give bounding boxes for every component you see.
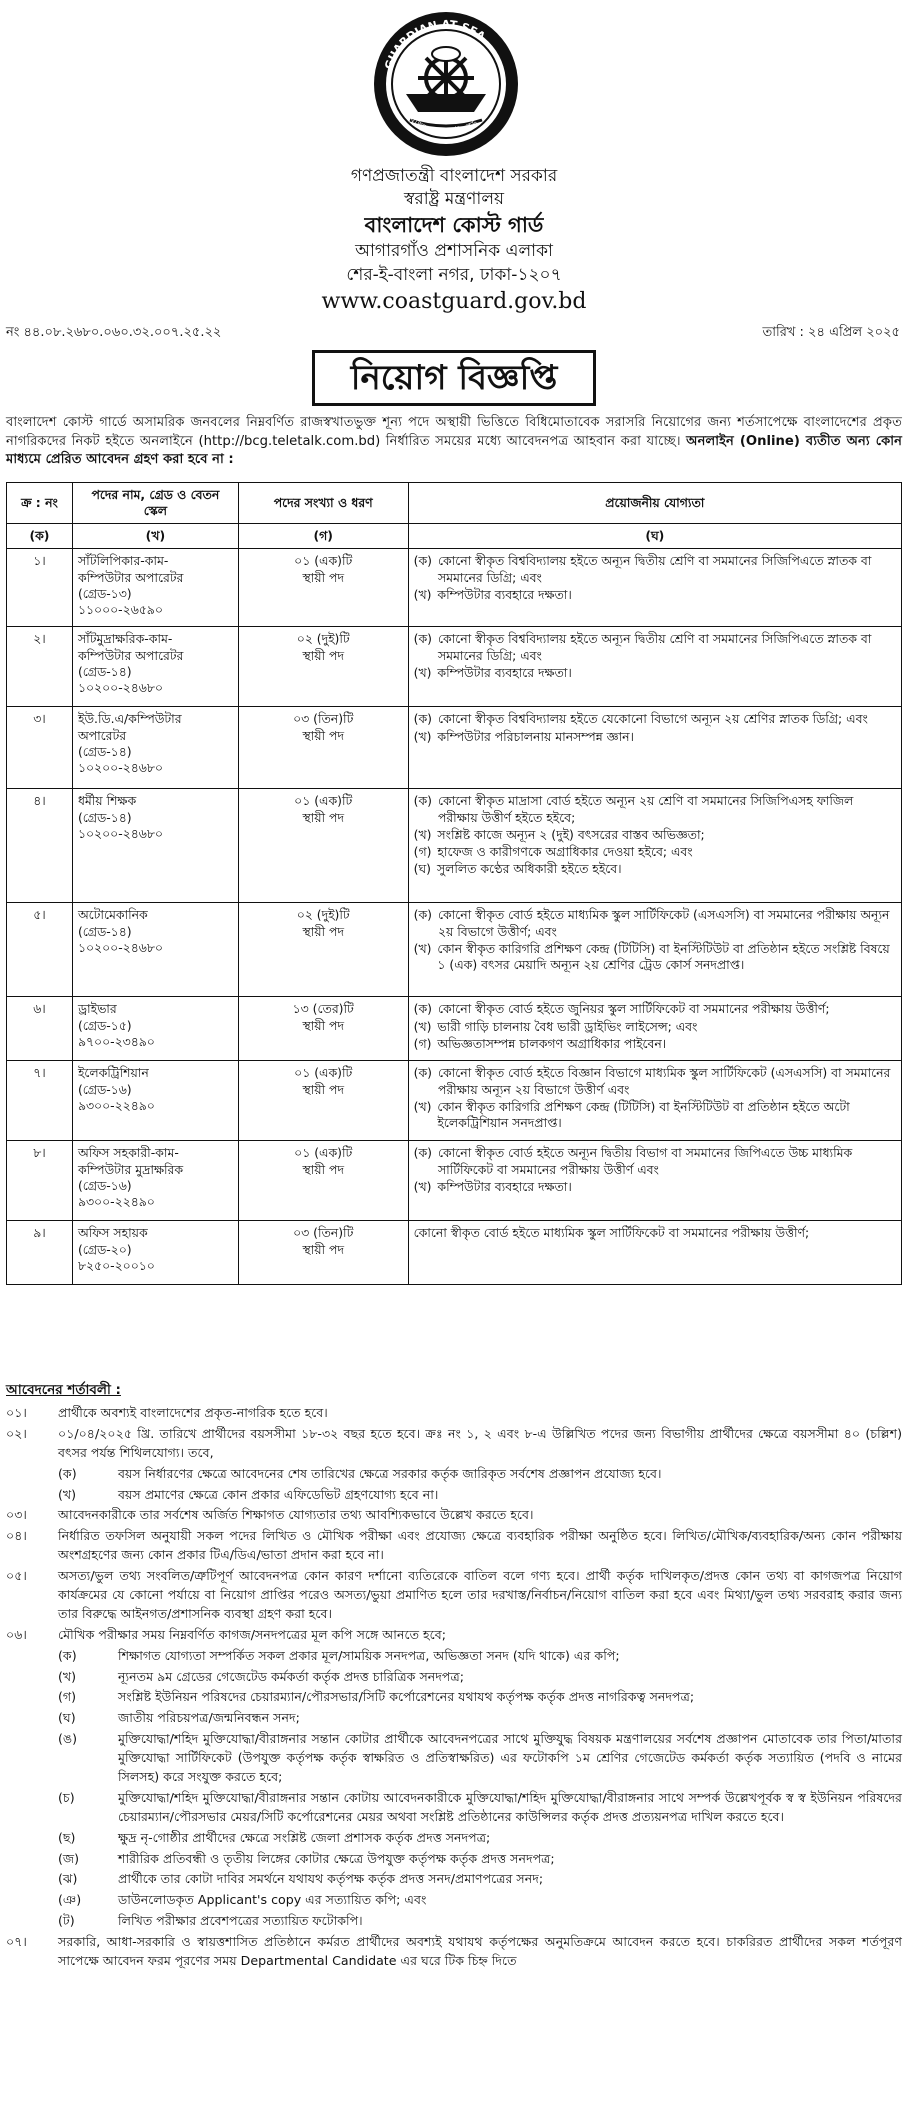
condition-number: ০৪। [6, 1528, 27, 1544]
count-line: স্থায়ী পদ [302, 569, 344, 585]
condition-text: অসত্য/ভুল তথ্য সংবলিত/ত্রুটিপূর্ণ আবেদনপত্র কোন কারণ দর্শানো ব্যতিরেকে বাতিল বলে গণ্য হবে। প্রার্থী কর্তৃক দাখিলকৃত/প্রদত্ত কোন তথ্য বা কাগজপত্র নিয়োগ কার্যক্রমের যে কোনো পর্যায়ে বা নিয়োগ প্রাপ্তির পরেও অসত্য/ভুয়া প্রমাণিত হলে তার দরখাস্ত/নির্বাচন/নিয়োগ বাতিল করা হবে এবং মিথ্যা/ভুল তথ্য সরবরাহ করার জন্য তার বিরুদ্ধে আইনগত/প্রশাসনিক ব্যবস্থা গ্রহণ করা হবে। [58, 1568, 902, 1621]
sub-mark: (ঙ) [58, 1731, 78, 1747]
qualification-item [414, 844, 896, 860]
count-line: ১৩ (তের)টি [292, 1001, 354, 1017]
condition-sub-item [58, 1829, 902, 1848]
condition-sub-item [58, 1912, 902, 1931]
col-header-post: পদের নাম, গ্রেড ও বেতন স্কেল [72, 483, 238, 524]
post-line: কম্পিউটার অপারেটর [77, 569, 184, 585]
qualification-mark: (গ) [413, 1035, 432, 1051]
qualification-item [414, 1179, 896, 1195]
sub-mark: (চ) [58, 1789, 75, 1805]
count-line: ০১ (এক)টি [294, 1145, 353, 1161]
org-name: বাংলাদেশ কোস্ট গার্ড [364, 213, 544, 237]
sub-text: বয়স প্রমাণের ক্ষেত্রে কোন প্রকার এফিডেভিট গ্রহণযোগ্য হবে না। [118, 1486, 439, 1502]
qualification-mark: (ক) [413, 1001, 432, 1017]
col-header-count: পদের সংখ্যা ও ধরণ [238, 483, 408, 524]
sub-mark: (খ) [58, 1486, 77, 1502]
qualification-mark: (ক) [413, 793, 432, 809]
count-line: ০৩ (তিন)টি [293, 1225, 354, 1241]
qualification-mark: (খ) [413, 664, 432, 680]
serial-cell: ৬। [7, 997, 73, 1061]
qualification-mark: (ক) [413, 553, 432, 569]
post-line: কম্পিউটার মুদ্রাক্ষরিক [77, 1161, 184, 1177]
qualification-item [414, 861, 896, 877]
count-line: স্থায়ী পদ [302, 647, 344, 663]
qualification-mark: (খ) [413, 826, 432, 842]
sub-text: বয়স নির্ধারণের ক্ষেত্রে আবেদনের শেষ তারিখের ক্ষেত্রে সরকার কর্তৃক জারিকৃত সর্বশেষ প্রজ্ঞাপন প্রযোজ্য হবে। [118, 1465, 662, 1481]
condition-number: ০৩। [6, 1507, 27, 1523]
condition-sub-item [58, 1891, 902, 1910]
emblem-motto: GUARDIAN AT SEA [382, 17, 488, 72]
qualification-text: অভিজ্ঞতাসম্পন্ন চালকগণ অগ্রাধিকার পাইবেন। [437, 1035, 667, 1051]
qualification-item [414, 587, 896, 603]
post-line: ধর্মীয় শিক্ষক [77, 793, 137, 809]
condition-item [6, 1425, 902, 1463]
count-line: ০২ (দুই)টি [296, 907, 350, 923]
post-line: (গ্রেড-১৪) [77, 743, 132, 759]
sub-text: প্রার্থীকে তার কোটা দাবির সমর্থনে যথাযথ কর্তৃপক্ষ কর্তৃক প্রদত্ত সনদ/প্রমাণপত্রের সনদ; [118, 1871, 544, 1887]
sub-mark: (ছ) [58, 1829, 76, 1845]
qualification-text: কোনো স্বীকৃত বোর্ড হইতে অন্যূন দ্বিতীয় বিভাগ বা সমমানের জিপিএতে উচ্চ মাধ্যমিক সার্টিফিকেট বা সমমানের পরীক্ষায় উত্তীর্ণ এবং [437, 1145, 853, 1177]
post-line: কম্পিউটার অপারেটর [77, 647, 184, 663]
post-line: (গ্রেড-১৪) [77, 663, 132, 679]
condition-item [6, 1933, 902, 1971]
post-cell [72, 707, 238, 789]
qualification-cell [408, 627, 901, 707]
post-line: (গ্রেড-১৬) [77, 1081, 132, 1097]
sub-mark: (ঞ) [58, 1892, 82, 1908]
qualification-mark: (খ) [413, 1098, 432, 1114]
qualification-item [414, 1019, 896, 1035]
serial-cell: ৪। [7, 789, 73, 903]
post-line: (গ্রেড-১৪) [77, 923, 132, 939]
count-line: ০৩ (তিন)টি [293, 711, 354, 727]
condition-number: ০৭। [6, 1934, 27, 1950]
condition-item [6, 1626, 902, 1645]
sub-text: শারীরিক প্রতিবন্ধী ও তৃতীয় লিঙ্গের কোটার ক্ষেত্রে উপযুক্ত কর্তৃপক্ষ কর্তৃক প্রদত্ত সনদপত্র; [118, 1850, 555, 1866]
post-line: ড্রাইভার [77, 1001, 117, 1017]
address-line-1: আগারগাঁও প্রশাসনিক এলাকা [355, 241, 553, 261]
count-cell [238, 1221, 408, 1285]
qualification-text: কোনো স্বীকৃত বোর্ড হইতে বিজ্ঞান বিভাগে মাধ্যমিক স্কুল সার্টিফিকেট (এসএসসি) বা সমমানের পরীক্ষায় অন্যূন ২য় বিভাগে উত্তীর্ণ এবং [437, 1065, 891, 1097]
posts-table [6, 482, 902, 1285]
count-line: ০১ (এক)টি [294, 1065, 353, 1081]
count-line: ০১ (এক)টি [294, 553, 353, 569]
table-row [7, 549, 902, 627]
count-line: স্থায়ী পদ [302, 1017, 344, 1033]
qualification-text: কোন স্বীকৃত কারিগরি প্রশিক্ষণ কেন্দ্র (টিটিসি) বা ইনস্টিটিউট বা প্রতিষ্ঠান হইতে সংশ্লিষ্ট বিষয়ে ১ (এক) বৎসর মেয়াদি অন্যূন ২য় শ্রেণির ট্রেড কোর্স সনদপ্রাপ্ত। [437, 940, 890, 972]
sub-mark: (ঝ) [58, 1871, 78, 1887]
table-header-row [7, 483, 902, 524]
count-cell [238, 707, 408, 789]
post-line: ৮২৫০-২০০১০ [77, 1257, 155, 1273]
count-cell [238, 903, 408, 997]
post-cell [72, 1061, 238, 1141]
condition-number: ০৬। [6, 1626, 27, 1642]
qualification-text: ভারী গাড়ি চালনায় বৈধ ভারী ড্রাইভিং লাইসেন্স; এবং [437, 1018, 698, 1034]
sub-text: ডাউনলোডকৃত Applicant's copy এর সত্যায়িত কপি; এবং [118, 1892, 427, 1908]
qualification-item [414, 665, 896, 681]
qualification-mark: (খ) [413, 1018, 432, 1034]
table-row [7, 789, 902, 903]
sub-text: মুক্তিযোদ্ধা/শহিদ মুক্তিযোদ্ধা/বীরাঙ্গনার সন্তান কোটার প্রার্থীকে আবেদনপত্রের সাথে মুক্তিযুদ্ধ বিষয়ক মন্ত্রণালয়ের সর্বশেষ প্রজ্ঞাপন মোতাবেক তার পিতা/মাতার মুক্তিযোদ্ধা সার্টিফিকেট (উপযুক্ত কর্তৃপক্ষ কর্তৃক স্বাক্ষরিত ও প্রতিস্বাক্ষরিত) এর ফটোকপি ১ম শ্রেণির গেজেটেড কর্মকর্তা কর্তৃক সত্যায়িত (পদবি ও নামের সিলসহ) করে সংযুক্ত করতে হবে; [118, 1731, 902, 1785]
post-line: অপারেটর [77, 727, 127, 743]
sub-text: লিখিত পরীক্ষার প্রবেশপত্রের সত্যায়িত ফটোকপি। [118, 1913, 363, 1929]
qualification-item [414, 1145, 896, 1177]
table-mark-row [7, 524, 902, 549]
condition-item [6, 1527, 902, 1565]
qualification-text: কোন স্বীকৃত কারিগরি প্রশিক্ষণ কেন্দ্র (টিটিসি) বা ইনস্টিটিউট বা প্রতিষ্ঠান হইতে অটো ইলেকট্রিশিয়ান সনদপ্রাপ্ত। [437, 1098, 850, 1130]
post-line: (গ্রেড-১৪) [77, 809, 132, 825]
condition-text: ০১/০৪/২০২৫ খ্রি. তারিখে প্রার্থীদের বয়সসীমা ১৮-৩২ বছর হতে হবে। ক্রঃ নং ১, ২ এবং ৮-এ উল্লিখিত পদের জন্য বিভাগীয় প্রার্থীদের ক্ষেত্রে বয়সসীমা ৪০ (চল্লিশ) বৎসর পর্যন্ত শিথিলযোগ্য। তবে, [58, 1425, 902, 1460]
sub-mark: (ঘ) [58, 1710, 76, 1726]
condition-sub-item [58, 1730, 902, 1787]
condition-sub-item [58, 1647, 902, 1666]
table-row [7, 997, 902, 1061]
post-cell [72, 1221, 238, 1285]
qualification-text: কোনো স্বীকৃত বিশ্ববিদ্যালয় হইতে অন্যূন দ্বিতীয় শ্রেণি বা সমমানের সিজিপিএতে স্নাতক বা সমমানের ডিগ্রি; এবং [437, 553, 872, 585]
qualification-text: কম্পিউটার ব্যবহারে দক্ষতা। [437, 1178, 572, 1194]
qualification-cell [408, 549, 901, 627]
emblem-subtext: বাংলাদেশ কোস্ট গার্ড [407, 114, 481, 140]
condition-text: প্রার্থীকে অবশ্যই বাংলাদেশের প্রকৃত-নাগরিক হতে হবে। [58, 1405, 328, 1420]
count-line: স্থায়ী পদ [302, 1161, 344, 1177]
qualification-item [414, 1099, 896, 1131]
qualification-text: সুললিত কণ্ঠের অধিকারী হইতে হইবে। [436, 860, 622, 876]
post-line: ১০২০০-২৪৬৮০ [77, 679, 163, 695]
sub-text: জাতীয় পরিচয়পত্র/জন্মনিবন্ধন সনদ; [118, 1710, 300, 1726]
condition-text: সরকারি, আধা-সরকারি ও স্বায়ত্তশাসিত প্রতিষ্ঠানে কর্মরত প্রার্থীদের অবশ্যই যথাযথ কর্তৃপক্ষের অনুমতিক্রমে আবেদন করতে হবে। চাকরিরত প্রার্থীদের সকল শর্তপূরণ সাপেক্ষে আবেদন ফরম পূরণের সময় Departmental Candidate এর ঘরে টিক চিহ্ন দিতে [58, 1934, 902, 1969]
qualification-text: কোনো স্বীকৃত বোর্ড হইতে জুনিয়র স্কুল সার্টিফিকেট বা সমমানের পরীক্ষায় উত্তীর্ণ; [437, 1001, 830, 1017]
intro-text: বাংলাদেশ কোস্ট গার্ডে অসামরিক জনবলের নিম্নবর্ণিত রাজস্বখাতভুক্ত শূন্য পদে অস্থায়ী ভিত্তিতে বিধিমোতাবেক সরাসরি নিয়োগের জন্য শর্তসাপেক্ষে বাংলাদেশের প্রকৃত নাগরিকদের নিকট হইতে অনলাইনে (http://bcg.teletalk.com.bd) নির্ধারিত সময়ের মধ্যে আবেদনপত্র আহবান করা যাচ্ছে। [6, 415, 902, 449]
serial-cell: ৩। [7, 707, 73, 789]
count-line: স্থায়ী পদ [302, 1081, 344, 1097]
qualification-cell [408, 997, 901, 1061]
count-cell [238, 1141, 408, 1221]
sub-mark: (ক) [58, 1465, 77, 1481]
serial-cell: ১। [7, 549, 73, 627]
conditions-heading: আবেদনের শর্তাবলী : [6, 1382, 121, 1398]
post-cell [72, 789, 238, 903]
post-line: অটোমেকানিক [77, 907, 148, 923]
coast-guard-emblem [370, 8, 522, 160]
post-line: অফিস সহায়ক [77, 1225, 148, 1241]
qualification-item [414, 553, 896, 585]
post-line: (গ্রেড-২০) [77, 1241, 132, 1257]
address-line-2: শের-ই-বাংলা নগর, ঢাকা-১২০৭ [346, 265, 562, 285]
post-cell [72, 549, 238, 627]
qualification-mark: (ক) [413, 907, 432, 923]
table-row [7, 1141, 902, 1221]
qualification-mark: (খ) [413, 728, 432, 744]
qualification-mark: (খ) [413, 940, 432, 956]
col-header-serial: ক্র : নং [7, 483, 73, 524]
qualification-cell [408, 903, 901, 997]
condition-item [6, 1506, 902, 1525]
qualification-item [414, 1036, 896, 1052]
post-line: (গ্রেড-১৫) [77, 1017, 132, 1033]
serial-cell: ২। [7, 627, 73, 707]
count-line: স্থায়ী পদ [302, 923, 344, 939]
post-line: ১০২০০-২৪৬৮০ [77, 825, 163, 841]
post-line: (গ্রেড-১৩) [77, 585, 132, 601]
page-title: নিয়োগ বিজ্ঞপ্তি [312, 350, 596, 406]
qualification-cell [408, 1141, 901, 1221]
memo-date: তারিখ : ২৪ এপ্রিল ২০২৫ [762, 325, 900, 340]
count-line: ০১ (এক)টি [294, 793, 353, 809]
count-cell [238, 789, 408, 903]
count-line: স্থায়ী পদ [302, 809, 344, 825]
qualification-item [414, 729, 896, 745]
qualification-text: কোনো স্বীকৃত বোর্ড হইতে মাধ্যমিক স্কুল সার্টিফিকেট বা সমমানের পরীক্ষায় উত্তীর্ণ; [413, 1225, 810, 1241]
website: www.coastguard.gov.bd [321, 289, 587, 314]
condition-sub-item [58, 1789, 902, 1827]
posts-table-body [7, 549, 902, 1285]
post-line: সাঁটমুদ্রাক্ষরিক-কাম- [77, 631, 173, 647]
table-row [7, 707, 902, 789]
condition-number: ০১। [6, 1405, 27, 1420]
intro-paragraph [6, 414, 902, 470]
count-cell [238, 627, 408, 707]
table-row [7, 627, 902, 707]
qualification-mark: (ক) [413, 711, 432, 727]
condition-sub-item [58, 1870, 902, 1889]
ministry-name: স্বরাষ্ট্র মন্ত্রণালয় [404, 189, 504, 209]
post-cell [72, 997, 238, 1061]
qualification-text: কম্পিউটার পরিচালনায় মানসম্পন্ন জ্ঞান। [437, 728, 634, 744]
post-cell [72, 627, 238, 707]
count-cell [238, 997, 408, 1061]
serial-cell: ৮। [7, 1141, 73, 1221]
col-mark: (ক) [7, 524, 73, 549]
condition-sub-item [58, 1850, 902, 1869]
serial-cell: ৯। [7, 1221, 73, 1285]
condition-text: আবেদনকারীকে তার সর্বশেষ অর্জিত শিক্ষাগত যোগ্যতার তথ্য আবশ্যিকভাবে উল্লেখ করতে হবে। [58, 1507, 534, 1523]
post-line: ৯৭০০-২৩৪৯০ [77, 1033, 155, 1049]
qualification-item [414, 1065, 896, 1097]
condition-text: নির্ধারিত তফসিল অনুযায়ী সকল পদের লিখিত ও মৌখিক পরীক্ষা এবং প্রযোজ্য ক্ষেত্রে ব্যবহারিক পরীক্ষা অনুষ্ঠিত হবে। লিখিত/মৌখিক/ব্যবহারিক/অন্য কোন পরীক্ষায় অংশগ্রহণের জন্য কোন প্রকার টিএ/ডিএ/ভাতা প্রদান করা হবে না। [58, 1528, 902, 1563]
qualification-text: কোনো স্বীকৃত বোর্ড হইতে মাধ্যমিক স্কুল সার্টিফিকেট (এসএসসি) বা সমমানের পরীক্ষায় অন্যূন ২য় বিভাগে উত্তীর্ণ; এবং [437, 907, 890, 939]
qualification-text: কোনো স্বীকৃত মাদ্রাসা বোর্ড হইতে অন্যূন ২য় শ্রেণি বা সমমানের সিজিপিএসহ ফাজিল পরীক্ষায় উত্তীর্ণ হইতে হইবে; [437, 793, 854, 825]
condition-sub-item [58, 1486, 902, 1505]
condition-text: মৌখিক পরীক্ষার সময় নিম্নবর্ণিত কাগজ/সনদপত্রের মূল কপি সঙ্গে আনতে হবে; [58, 1626, 446, 1642]
count-line: স্থায়ী পদ [302, 727, 344, 743]
col-mark: (গ) [238, 524, 408, 549]
qualification-text: সংশ্লিষ্ট কাজে অন্যূন ২ (দুই) বৎসরের বাস্তব অভিজ্ঞতা; [437, 826, 705, 842]
conditions-list [6, 1404, 902, 1973]
condition-sub-item [58, 1709, 902, 1728]
qualification-item [414, 941, 896, 973]
table-row [7, 1061, 902, 1141]
condition-sub-item [58, 1668, 902, 1687]
qualification-mark: (ক) [413, 1065, 432, 1081]
sub-text: সংশ্লিষ্ট ইউনিয়ন পরিষদের চেয়ারম্যান/পৌরসভার/সিটি কর্পোরেশনের যথাযথ কর্তৃপক্ষ কর্তৃক প্রদত্ত নাগরিকত্ব সনদপত্র; [118, 1689, 695, 1705]
post-line: ১১০০০-২৬৫৯০ [77, 601, 163, 617]
condition-sub-item [58, 1688, 902, 1707]
qualification-item [414, 1001, 896, 1017]
qualification-item [414, 793, 896, 825]
condition-item [6, 1404, 902, 1423]
sub-mark: (জ) [58, 1850, 80, 1866]
sub-mark: (খ) [58, 1668, 77, 1684]
qualification-item [414, 1225, 896, 1241]
post-line: সাঁটলিপিকার-কাম- [77, 553, 169, 569]
count-line: ০২ (দুই)টি [296, 631, 350, 647]
table-row [7, 1221, 902, 1285]
govt-name: গণপ্রজাতন্ত্রী বাংলাদেশ সরকার [350, 166, 558, 186]
intro-bold: অনলাইন (Online) ব্যতীত অন্য কোন মাধ্যমে প্রেরিত আবেদন গ্রহণ করা হবে না : [6, 433, 902, 468]
condition-number: ০৫। [6, 1568, 27, 1584]
sub-text: ক্ষুদ্র নৃ-গোষ্ঠীর প্রার্থীদের ক্ষেত্রে সংশ্লিষ্ট জেলা প্রশাসক কর্তৃক প্রদত্ত সনদপত্র; [118, 1829, 491, 1845]
qualification-item [414, 907, 896, 939]
post-line: ইউ.ডি.এ/কম্পিউটার [77, 711, 182, 727]
qualification-mark: (ক) [413, 631, 432, 647]
sub-mark: (ট) [58, 1913, 75, 1929]
qualification-mark: (ঘ) [413, 860, 431, 876]
count-line: স্থায়ী পদ [302, 1241, 344, 1257]
sub-mark: (গ) [58, 1689, 77, 1705]
qualification-text: কোনো স্বীকৃত বিশ্ববিদ্যালয় হইতে যেকোনো বিভাগে অন্যূন ২য় শ্রেণির স্নাতক ডিগ্রি; এবং [437, 711, 868, 727]
qualification-cell [408, 1061, 901, 1141]
serial-cell: ৭। [7, 1061, 73, 1141]
post-line: ৯৩০০-২২৪৯০ [77, 1097, 155, 1113]
sub-text: মুক্তিযোদ্ধা/শহিদ মুক্তিযোদ্ধা/বীরাঙ্গনার সন্তান কোটায় আবেদনকারীকে মুক্তিযোদ্ধা/শহিদ মুক্তিযোদ্ধা/বীরাঙ্গনার সাথে সম্পর্ক উল্লেখপূর্বক স্ব স্ব ইউনিয়ন পরিষদের চেয়ারম্যান/পৌরসভার মেয়র/সিটি কর্পোরেশনের মেয়র অথবা সংশ্লিষ্ট প্রতিষ্ঠানের কাউন্সিলর কর্তৃক প্রদত্ত প্রত্যয়নপত্র দাখিল করতে হবে। [118, 1789, 902, 1824]
post-line: অফিস সহকারী-কাম- [77, 1145, 179, 1161]
qualification-item [414, 711, 896, 727]
qualification-mark: (গ) [413, 843, 432, 859]
qualification-item [414, 631, 896, 663]
qualification-cell [408, 707, 901, 789]
sub-text: ন্যূনতম ৯ম গ্রেডের গেজেটেড কর্মকর্তা কর্তৃক প্রদত্ত চারিত্রিক সনদপত্র; [118, 1668, 464, 1684]
post-line: ১০২০০-২৪৬৮০ [77, 759, 163, 775]
post-cell [72, 903, 238, 997]
post-line: ৯৩০০-২২৪৯০ [77, 1193, 155, 1209]
sub-text: শিক্ষাগত যোগ্যতা সম্পর্কিত সকল প্রকার মূল/সাময়িক সনদপত্র, অভিজ্ঞতা সনদ (যদি থাকে) এর কপি; [118, 1647, 620, 1663]
qualification-item [414, 827, 896, 843]
condition-number: ০২। [6, 1425, 27, 1441]
post-line: ইলেকট্রিশিয়ান [77, 1065, 149, 1081]
col-header-qualification: প্রয়োজনীয় যোগ্যতা [408, 483, 901, 524]
post-line: ১০২০০-২৪৬৮০ [77, 939, 163, 955]
condition-sub-item [58, 1465, 902, 1484]
col-mark: (ঘ) [408, 524, 901, 549]
qualification-text: কম্পিউটার ব্যবহারে দক্ষতা। [437, 664, 572, 680]
qualification-text: হাফেজ ও কারীগণকে অগ্রাধিকার দেওয়া হইবে; এবং [437, 843, 693, 859]
table-row [7, 903, 902, 997]
post-line: (গ্রেড-১৬) [77, 1177, 132, 1193]
sub-mark: (ক) [58, 1647, 77, 1663]
serial-cell: ৫। [7, 903, 73, 997]
condition-item [6, 1567, 902, 1624]
qualification-text: কোনো স্বীকৃত বিশ্ববিদ্যালয় হইতে অন্যূন দ্বিতীয় শ্রেণি বা সমমানের সিজিপিএতে স্নাতক বা সমমানের ডিগ্রি; এবং [437, 631, 872, 663]
col-mark: (খ) [72, 524, 238, 549]
qualification-mark: (খ) [413, 586, 432, 602]
count-cell [238, 549, 408, 627]
qualification-cell [408, 1221, 901, 1285]
memo-number: নং ৪৪.০৮.২৬৮০.০৬০.৩২.০০৭.২৫.২২ [6, 325, 222, 340]
qualification-mark: (ক) [413, 1145, 432, 1161]
qualification-text: কম্পিউটার ব্যবহারে দক্ষতা। [437, 586, 572, 602]
count-cell [238, 1061, 408, 1141]
qualification-cell [408, 789, 901, 903]
post-cell [72, 1141, 238, 1221]
qualification-mark: (খ) [413, 1178, 432, 1194]
